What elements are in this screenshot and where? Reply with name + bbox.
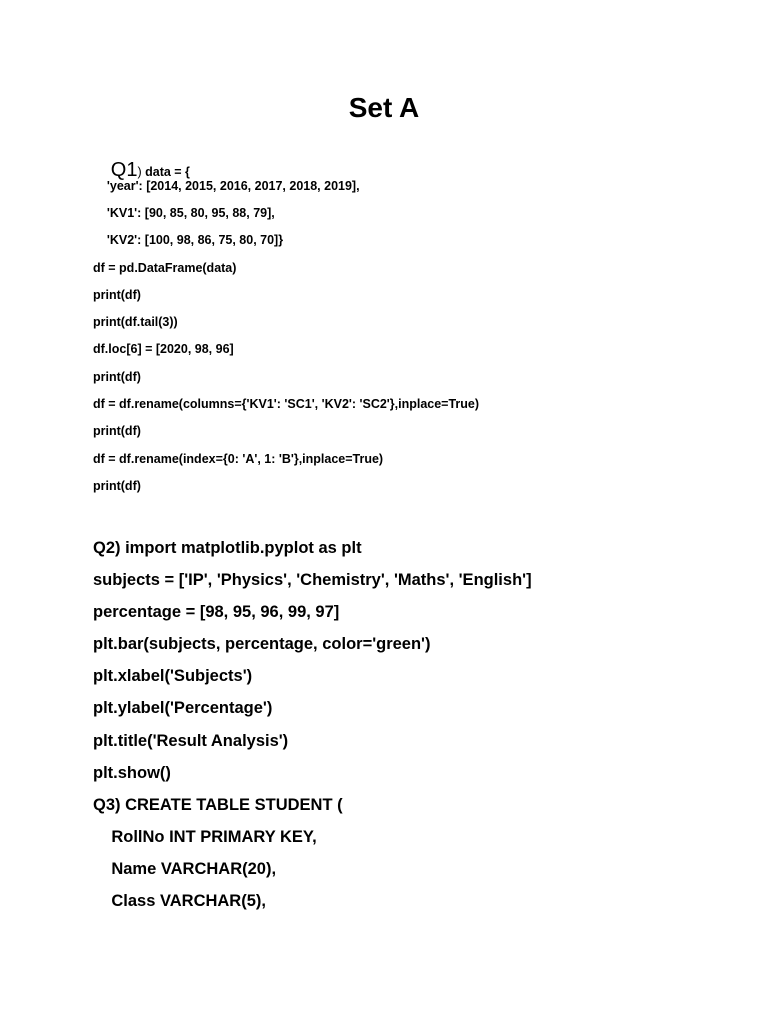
q1-code-line: print(df.tail(3)) (93, 315, 178, 329)
q2-code-line: plt.ylabel('Percentage') (93, 699, 273, 717)
q3-code-line: Q3) CREATE TABLE STUDENT ( (93, 796, 343, 814)
q1-code-line: 'year': [2014, 2015, 2016, 2017, 2018, 2019], (93, 179, 360, 193)
q1-label: Q1 (110, 159, 138, 181)
q1-code-line: print(df) (93, 424, 141, 438)
q2-code-line: Q2) import matplotlib.pyplot as plt (93, 539, 362, 557)
q2-code-line: plt.xlabel('Subjects') (93, 667, 253, 685)
q1-paren: ) (137, 165, 142, 179)
q1-code-line: print(df) (93, 288, 141, 302)
q3-code-line: RollNo INT PRIMARY KEY, (93, 828, 317, 846)
q1-code-line: print(df) (93, 370, 141, 384)
q1-code-line: df = pd.DataFrame(data) (93, 261, 237, 275)
q1-code-line: 'KV1': [90, 85, 80, 95, 88, 79], (93, 206, 275, 220)
q2-code-line: plt.show() (93, 764, 171, 782)
q1-code-line: df.loc[6] = [2020, 98, 96] (93, 342, 234, 356)
q1-code-line: print(df) (93, 479, 141, 493)
q1-first-line: data = { (141, 165, 190, 179)
q3-code-line: Name VARCHAR(20), (93, 860, 277, 878)
q2-code-line: plt.title('Result Analysis') (93, 732, 289, 750)
q1-code-line: 'KV2': [100, 98, 86, 75, 80, 70]} (93, 233, 284, 247)
q2-code-line: plt.bar(subjects, percentage, color='green') (93, 635, 431, 653)
page-title: Set A (348, 92, 420, 123)
q2-code-line: percentage = [98, 95, 96, 99, 97] (93, 603, 340, 621)
q2-code-line: subjects = ['IP', 'Physics', 'Chemistry', 'Maths', 'English'] (93, 571, 532, 589)
q3-code-line: Class VARCHAR(5), (93, 892, 266, 910)
q1-code-line: df = df.rename(columns={'KV1': 'SC1', 'KV2': 'SC2'},inplace=True) (93, 397, 480, 411)
q1-code-line: df = df.rename(index={0: 'A', 1: 'B'},inplace=True) (93, 452, 384, 466)
